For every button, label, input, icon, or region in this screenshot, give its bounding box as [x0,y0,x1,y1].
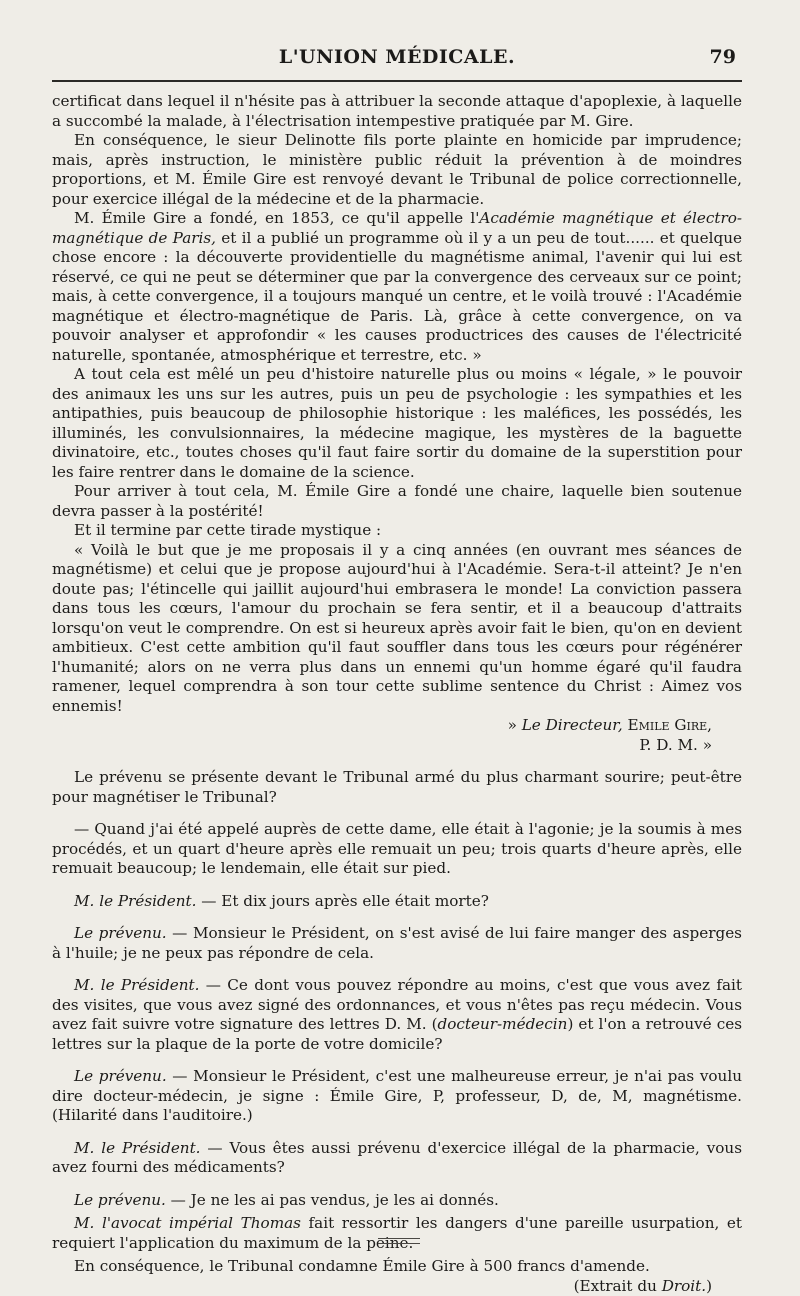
signature-role: Le Directeur, [522,716,623,734]
signature-name: Emile Gire, [623,716,712,734]
paragraph-text: M. Émile Gire a fondé, en 1853, ce qu'il appelle l' [74,209,479,227]
source-name: Droit. [662,1277,706,1295]
speaker: M. l'avocat impérial Thomas [74,1214,301,1232]
speech: — Et dix jours après elle était morte? [196,892,489,910]
quote-mark: » [508,716,522,734]
academy-name: Académie magnétique et électro-magnétique de Paris, [52,209,742,247]
paragraph: En conséquence, le sieur Delinotte fils porte plainte en homicide par imprudence; mais, après instruction, le ministère public réduit la prévention à de moindres proportions, et M. Émile Gire est renvoyé devant le Tribunal de police correctionnelle, pour exercice illégal de la médecine et de la pharmacie. [52,131,742,209]
paragraph: Pour arriver à tout cela, M. Émile Gire a fondé une chaire, laquelle bien soutenue devra passer à la postérité! [52,482,742,521]
dialogue-paragraph [52,1191,742,1211]
paragraph-text: et il a publié un programme où il y a un peu de tout...... et quelque chose encore : la découverte providentielle du magnétisme animal, l'avenir qui lui est réservé, ce qui ne peut se déterminer que par la convergence des cerveaux sur ce point; mais, à cette convergence, il a toujours manqué un centre, et le voilà trouvé : l'Académie magnétique et électro-magnétique de Paris. Là, grâce à cette convergence, on va pouvoir analyser et approfondir « les causes productrices des causes de l'électricité naturelle, spontanée, atmosphérique et terrestre, etc. » [52,229,742,364]
speaker: M. le Président. [74,892,196,910]
article-body [52,92,742,1296]
speaker: M. le Président. [74,1139,201,1157]
dialogue-paragraph: Le prévenu se présente devant le Tribunal armé du plus charmant sourire; peut-être pour magnétiser le Tribunal? [52,768,742,807]
source-prefix: (Extrait du [574,1277,662,1295]
verdict: En conséquence, le Tribunal condamne Émile Gire à 500 francs d'amende. [52,1257,742,1277]
header-rule [52,80,742,82]
paragraph: Et il termine par cette tirade mystique : [52,521,742,541]
speech: — Vous êtes aussi prévenu d'exercice illégal de la pharmacie, vous avez fourni des médicaments? [52,1139,742,1177]
speaker: M. le Président. [74,976,199,994]
dialogue-paragraph: — Quand j'ai été appelé auprès de cette dame, elle était à l'agonie; je la soumis à mes procédés, et un quart d'heure après elle remuait un peu; trois quarts d'heure après, elle remuait beaucoup; le lendemain, elle était sur pied. [52,820,742,879]
speaker: Le prévenu. [74,1067,167,1085]
quotation: « Voilà le but que je me proposais il y a cinq années (en ouvrant mes séances de magnétisme) et celui que je propose aujourd'hui à l'Académie. Sera-t-il atteint? Je n'en doute pas; l'étincelle qui jaillit aujourd'hui embrasera le monde! La conviction passera dans tous les cœurs, l'amour du prochain se fera sentir, et il a beaucoup d'attraits lorsqu'on veut le comprendre. On est si heureux après avoir fait le bien, qu'on en devient ambitieux. C'est cette ambition qu'il faut souffler dans tous les cœurs pour régénérer l'humanité; alors on ne verra plus dans un ennemi qu'un homme égaré qu'il faudra ramener, lequel comprendra à son tour cette sublime sentence du Christ : Aimez vos ennemis! [52,541,742,717]
speech: — Ce dont vous pouvez répondre au moins, c'est que vous avez fait des visites, que vous avez signé des ordonnances, et vous n'êtes pas reçu médecin. Vous avez fait suivre votre signature des lettres D. M. ( [52,976,742,1033]
paragraph [52,209,742,365]
speech: — Je ne les ai pas vendus, je les ai donnés. [166,1191,499,1209]
dialogue-paragraph [52,892,742,912]
speaker: Le prévenu. [74,924,167,942]
source-citation [52,1277,742,1296]
footer-ornament [378,1238,420,1244]
dialogue-paragraph [52,1214,742,1253]
paragraph: A tout cela est mêlé un peu d'histoire naturelle plus ou moins « légale, » le pouvoir des animaux les uns sur les autres, puis un peu de psychologie : les sympathies et les antipathies, puis beaucoup de philosophie historique : les maléfices, les possédés, les illuminés, les convulsionnaires, la médecine magique, les mystères de la baguette divinatoire, etc., toutes choses qu'il faut faire sortir du domaine de la superstition pour les faire rentrer dans le domaine de la science. [52,365,742,482]
paragraph: certificat dans lequel il n'hésite pas à attribuer la seconde attaque d'apoplexie, à laquelle a succombé la malade, à l'électrisation intempestive pratiquée par M. Gire. [52,92,742,131]
speech: ) et l'on a retrouvé ces lettres sur la plaque de la porte de votre domicile? [52,1015,742,1053]
signature-line-1 [52,716,742,736]
speech: fait ressortir les dangers d'une pareille usurpation, et requiert l'application du maximum de la peine. [52,1214,742,1252]
dialogue-paragraph [52,924,742,963]
dialogue-paragraph [52,1067,742,1126]
speaker: Le prévenu. [74,1191,166,1209]
dialogue-paragraph [52,1139,742,1178]
page-header [52,46,742,78]
running-title: L'UNION MÉDICALE. [52,46,742,68]
signature-line-2: P. D. M. » [52,736,742,756]
speech: — Monsieur le Président, c'est une malheureuse erreur, je n'ai pas voulu dire docteur-médecin, je signe : Émile Gire, P, professeur, D, de, M, magnétisme. (Hilarité dans l'auditoire.) [52,1067,742,1124]
page-number: 79 [710,46,736,68]
speech: — Monsieur le Président, on s'est avisé de lui faire manger des asperges à l'huile; je ne peux pas répondre de cela. [52,924,742,962]
speech-italic: docteur-médecin [438,1015,568,1033]
dialogue-paragraph [52,976,742,1054]
source-suffix: ) [706,1277,712,1295]
